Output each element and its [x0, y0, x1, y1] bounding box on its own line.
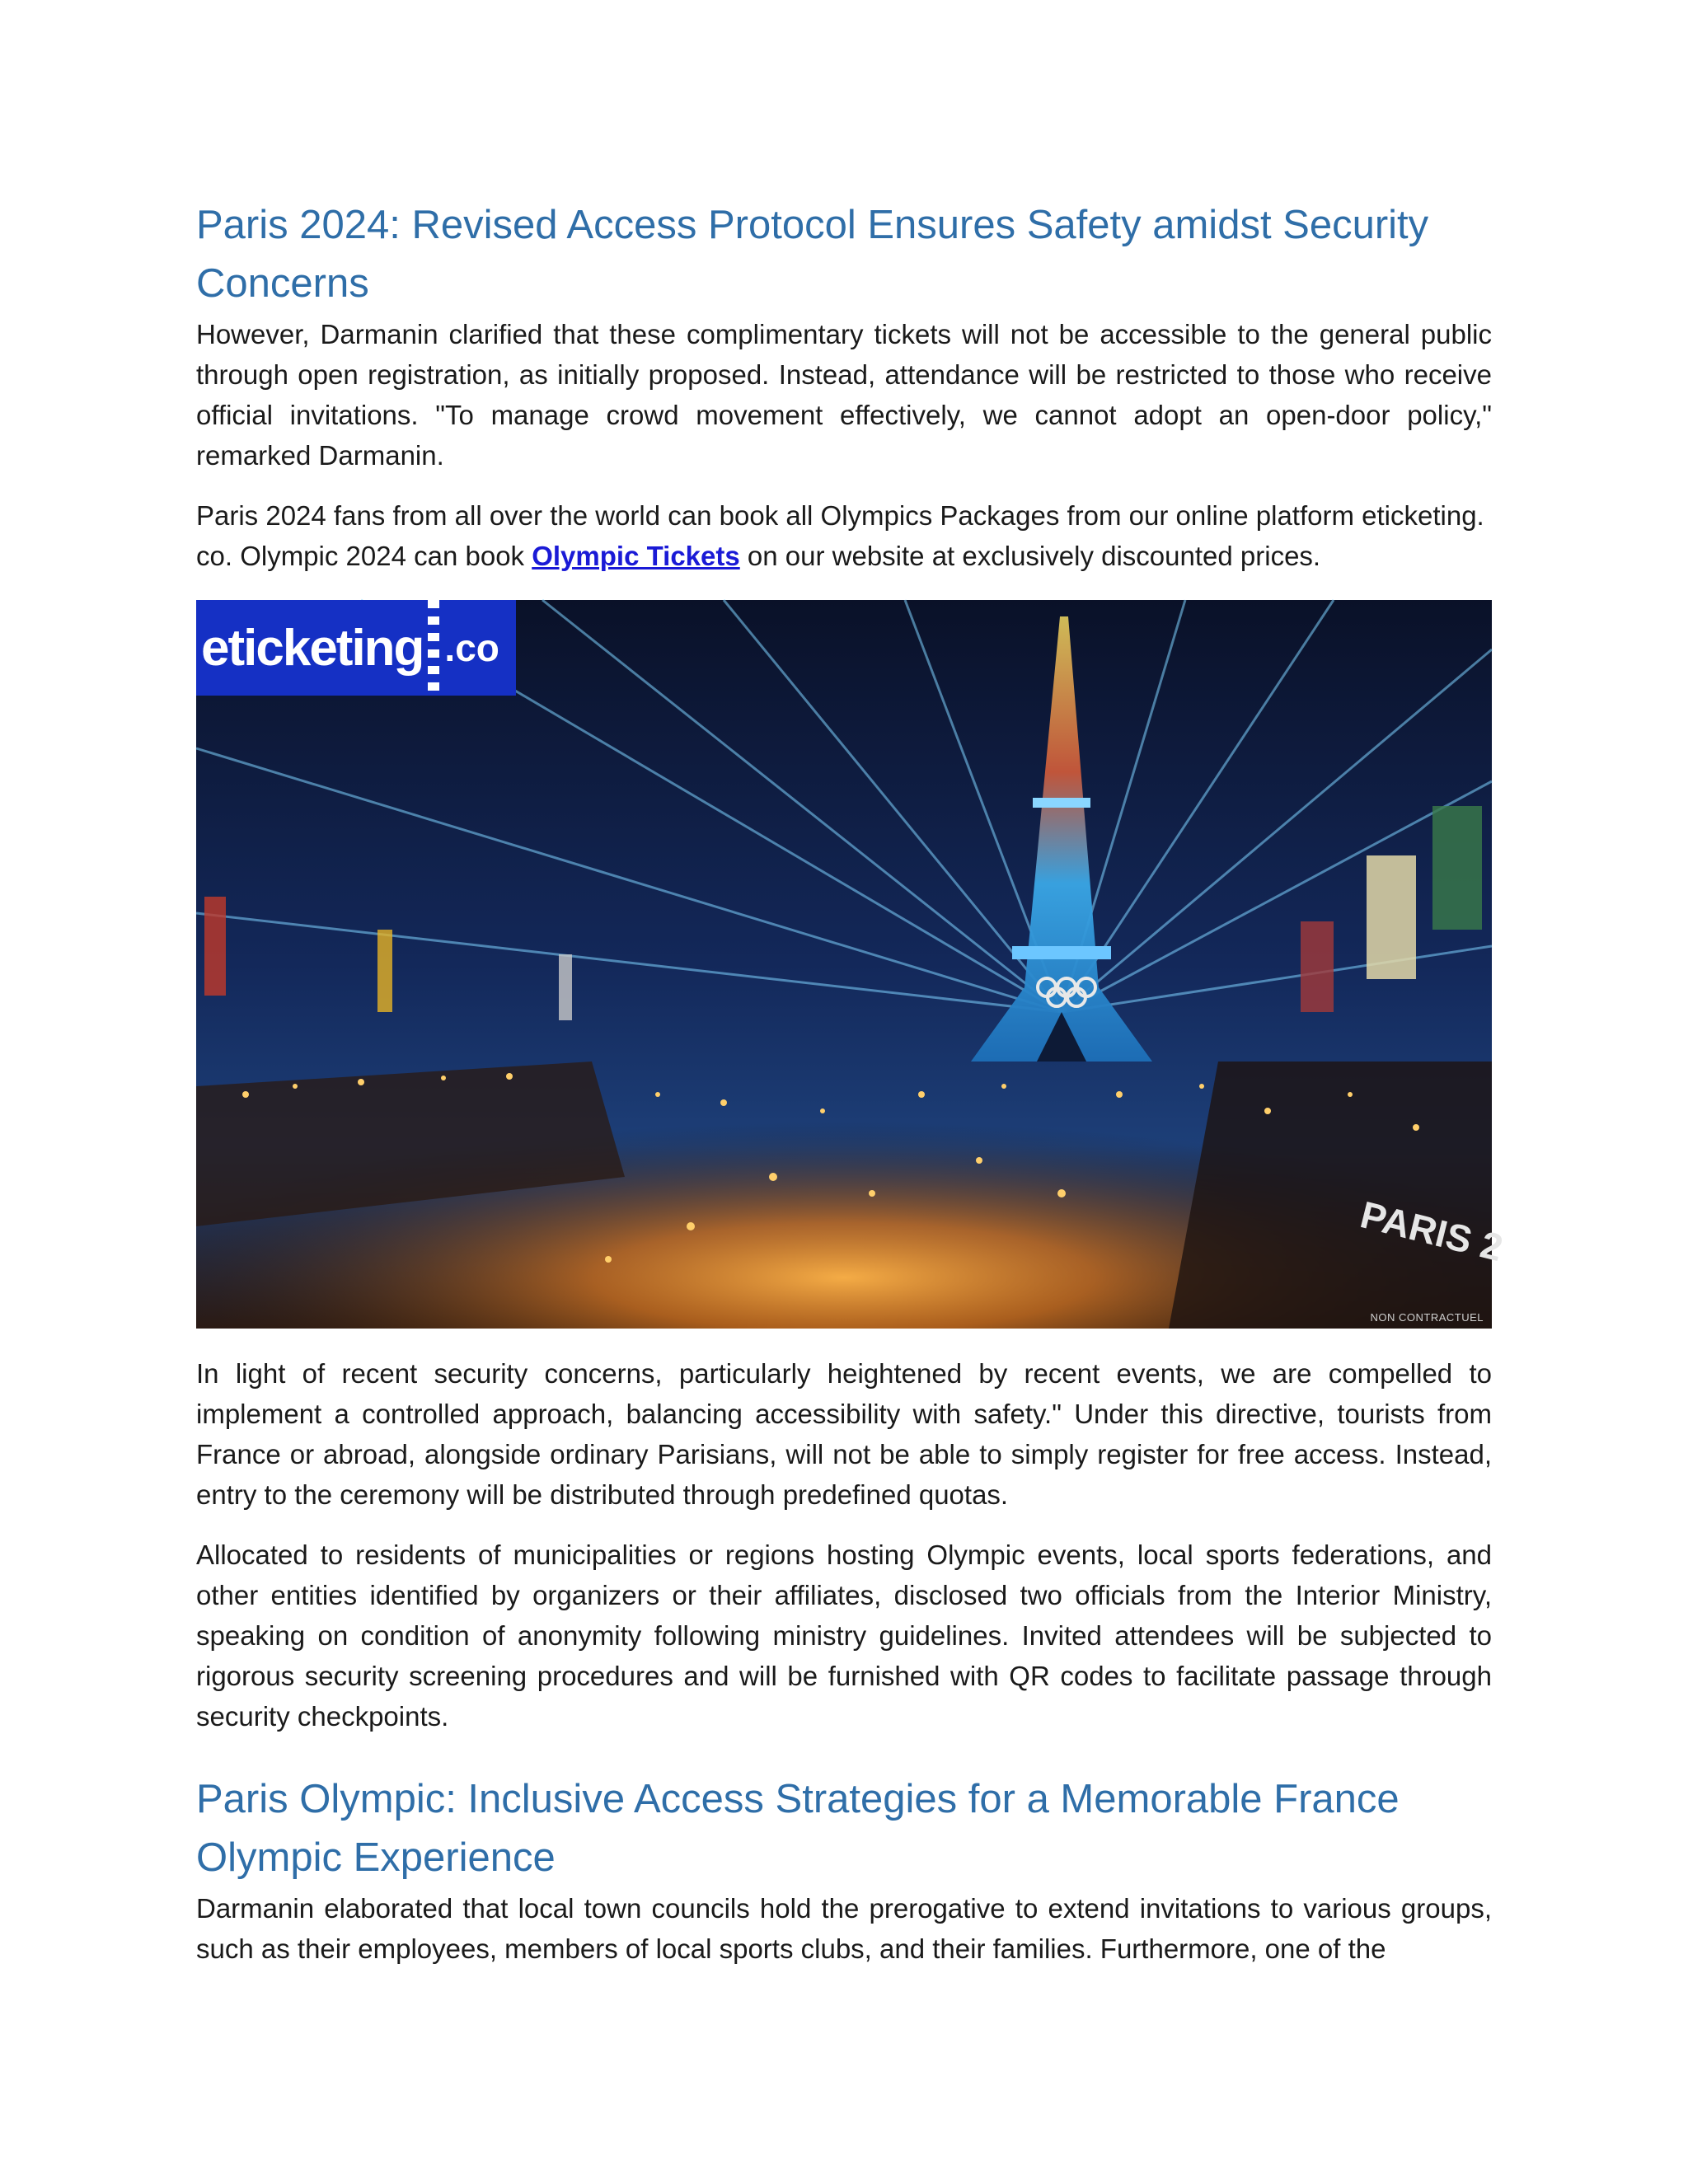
- section-heading-access-protocol: Paris 2024: Revised Access Protocol Ensures Safety amidst Security Concerns: [196, 203, 1429, 306]
- image-credit: NON CONTRACTUEL: [1370, 1311, 1484, 1324]
- paragraph-darmanin-clarified: However, Darmanin clarified that these complimentary tickets will not be accessible to the general public through open registration, as initially proposed. Instead, attendance will be restricted to those who receive official invitations. "To manage crowd movement effectively, we cannot adopt an open-door policy," remarked Darmanin.: [196, 319, 1492, 471]
- logo-suffix: .co: [444, 626, 499, 669]
- paris-banner-text: PARIS 2: [1356, 1193, 1507, 1270]
- logo-ticket-perforation: [428, 600, 439, 696]
- booking-text-start: Paris 2024 fans from all over the world can book all Olympics Packages from our online platform eticketing. co. Olympic 2024 can book: [196, 500, 1484, 571]
- eiffel-tower-ceremony-image: [196, 600, 1507, 1329]
- ceremony-illustration: [196, 600, 1507, 1329]
- eticketing-logo: [196, 600, 516, 696]
- paragraph-booking-info: [196, 495, 1492, 576]
- logo-text: eticketing: [201, 619, 424, 677]
- paragraph-allocated-residents: Allocated to residents of municipalities or regions hosting Olympic events, local sports federations, and other entities identified by organizers or their affiliates, disclosed two officials from the Interior Ministry, speaking on condition of anonymity following ministry guidelines. Invited attendees will be subjected to rigorous security screening procedures and will be furnished with QR codes to facilitate passage through security checkpoints.: [196, 1540, 1492, 1732]
- booking-text-end: on our website at exclusively discounted prices.: [739, 541, 1321, 571]
- olympic-tickets-link[interactable]: Olympic Tickets: [532, 541, 740, 571]
- section-heading-inclusive-access: Paris Olympic: Inclusive Access Strategies for a Memorable France Olympic Experience: [196, 1777, 1400, 1880]
- paragraph-security-concerns: In light of recent security concerns, particularly heightened by recent events, we are compelled to implement a controlled approach, balancing accessibility with safety." Under this directive, tourists from France or abroad, alongside ordinary Parisians, will not be able to simply register for free access. Instead, entry to the ceremony will be distributed through predefined quotas.: [196, 1358, 1492, 1510]
- paragraph-town-councils: Darmanin elaborated that local town councils hold the prerogative to extend invitations to various groups, such as their employees, members of local sports clubs, and their families. Furthermore, one of the: [196, 1893, 1492, 1964]
